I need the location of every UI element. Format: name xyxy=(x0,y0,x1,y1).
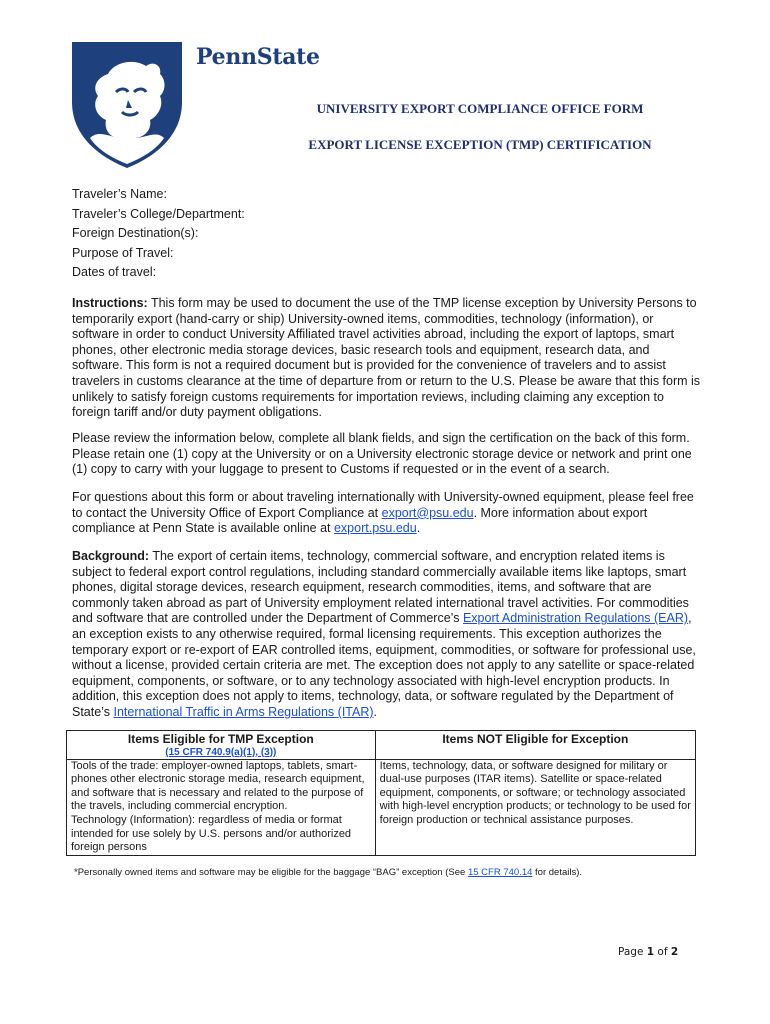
questions-text-2: . More information about export compliance at Penn State is available online at xyxy=(72,505,648,536)
form-subtitle: EXPORT LICENSE EXCEPTION (TMP) CERTIFICATION xyxy=(308,137,652,152)
email-link[interactable]: export@psu.edu xyxy=(381,505,474,520)
footnote-text-2: for details). xyxy=(532,867,583,878)
travelers-name-label: Traveler’s Name: xyxy=(72,187,167,201)
dates-of-travel-label: Dates of travel: xyxy=(72,265,157,279)
page-of: of xyxy=(654,946,671,958)
questions-text-3: . xyxy=(416,521,421,536)
bag-cfr-link[interactable]: 15 CFR 740.14 xyxy=(467,867,533,878)
page-number xyxy=(618,946,678,958)
background-paragraph xyxy=(72,549,702,721)
page-total: 2 xyxy=(670,946,679,958)
not-eligible-items-cell: Items, technology, data, or software designed for military or dual-use purposes (ITAR items). Satellite or space-related equipment, components, or software; or technology associated with high-level encryption products; or technology to be used for foreign production or technical assistance purposes. xyxy=(375,759,695,855)
eligible-items-cell xyxy=(67,759,376,855)
nittany-lion-shield-logo xyxy=(68,40,186,170)
cfr-citation-link[interactable]: (15 CFR 740.9(a)(1), (3)) xyxy=(165,746,277,758)
table-row xyxy=(67,759,696,855)
questions-text-1: For questions about this form or about traveling internationally with University-owned equipment, please feel free to contact the University Office of Export Compliance at xyxy=(72,490,694,520)
travelers-college-label: Traveler’s College/Department: xyxy=(72,206,245,221)
tools-of-trade-text: Tools of the trade: employer-owned laptops, tablets, smart-phones other electronic storage media, research equipment, and software that is necessary and related to the purpose of the travels, including commercial encryption. xyxy=(71,759,365,813)
background-text-3: . xyxy=(373,704,378,719)
page-current: 1 xyxy=(646,946,655,958)
instructions-text: This form may be used to document the use of the TMP license exception by University Persons to temporarily export (hand-carry or ship) University-owned items, commodities, technology (information), or software in order to conduct University Affiliated travel activities abroad, including the export of laptops, smart phones, other electronic media storage devices, basic research tools and equipment, research data, and software. This form is not a required document but is provided for the convenience of travelers and to assist travelers in customs clearance at the time of departure from or return to the U.S. Please be aware that this form is unlikely to satisfy foreign customs requirements for importation reviews, including claiming any exception to foreign tariff and/or duty payment obligations. xyxy=(72,296,701,420)
review-paragraph: Please review the information below, complete all blank fields, and sign the certification on the back of this form. Please retain one (1) copy at the University or on a University electronic storage device or network and print one (1) copy to carry with your luggage to present to Customs if requested or in the event of a search. xyxy=(72,431,692,477)
footnote-text-1: *Personally owned items and software may be eligible for the baggage “BAG” exception (See xyxy=(74,867,468,878)
eligibility-table xyxy=(66,730,696,856)
instructions-label: Instructions: xyxy=(72,296,148,310)
eligible-column-header xyxy=(67,731,376,760)
not-eligible-column-header xyxy=(375,731,695,760)
ear-link[interactable]: Export Administration Regulations (EAR) xyxy=(462,611,689,626)
export-site-link[interactable]: export.psu.edu xyxy=(333,521,417,536)
background-text-1: The export of certain items, technology, commercial software, and encryption related items is subject to federal export control regulations, including standard commercially available items like laptops, smart phones, digital storage devices, research equipment, research commodities, items, and software that are commonly taken abroad as part of University employment related international travel activities. For commodities and software that are controlled under the Department of Commerce’s xyxy=(72,549,689,626)
background-text-2: , an exception exists to any otherwise required, formal licensing requirements. This exception authorizes the temporary export or re-export of EAR controlled items, equipment, commodities, or software for professional use, without a license, provided certain criteria are met. The exception does not apply to any satellite or space-related equipment, components, or software, or to any technology associated with high-level encryption products. In addition, this exception does not apply to items, technology, data, or software regulated by the Department of State’s xyxy=(72,611,696,719)
not-eligible-header-text: Items NOT Eligible for Exception xyxy=(442,732,629,746)
table-header-row xyxy=(67,731,696,760)
traveler-fields xyxy=(72,185,245,283)
itar-link[interactable]: International Traffic in Arms Regulations (ITAR) xyxy=(113,704,374,719)
form-title: UNIVERSITY EXPORT COMPLIANCE OFFICE FORM xyxy=(316,101,644,116)
brand-wordmark: PennState xyxy=(196,44,320,70)
baggage-footnote xyxy=(74,867,582,878)
foreign-destinations-label: Foreign Destination(s): xyxy=(72,226,199,240)
questions-paragraph xyxy=(72,490,702,537)
page-prefix: Page xyxy=(618,946,647,958)
technology-text: Technology (Information): regardless of media or format intended for use solely by U.S. persons and/or authorized foreign persons xyxy=(71,813,352,854)
eligible-header-text: Items Eligible for TMP Exception xyxy=(127,732,314,746)
instructions-paragraph xyxy=(72,296,702,421)
background-label: Background: xyxy=(72,549,150,563)
purpose-of-travel-label: Purpose of Travel: xyxy=(72,245,174,260)
